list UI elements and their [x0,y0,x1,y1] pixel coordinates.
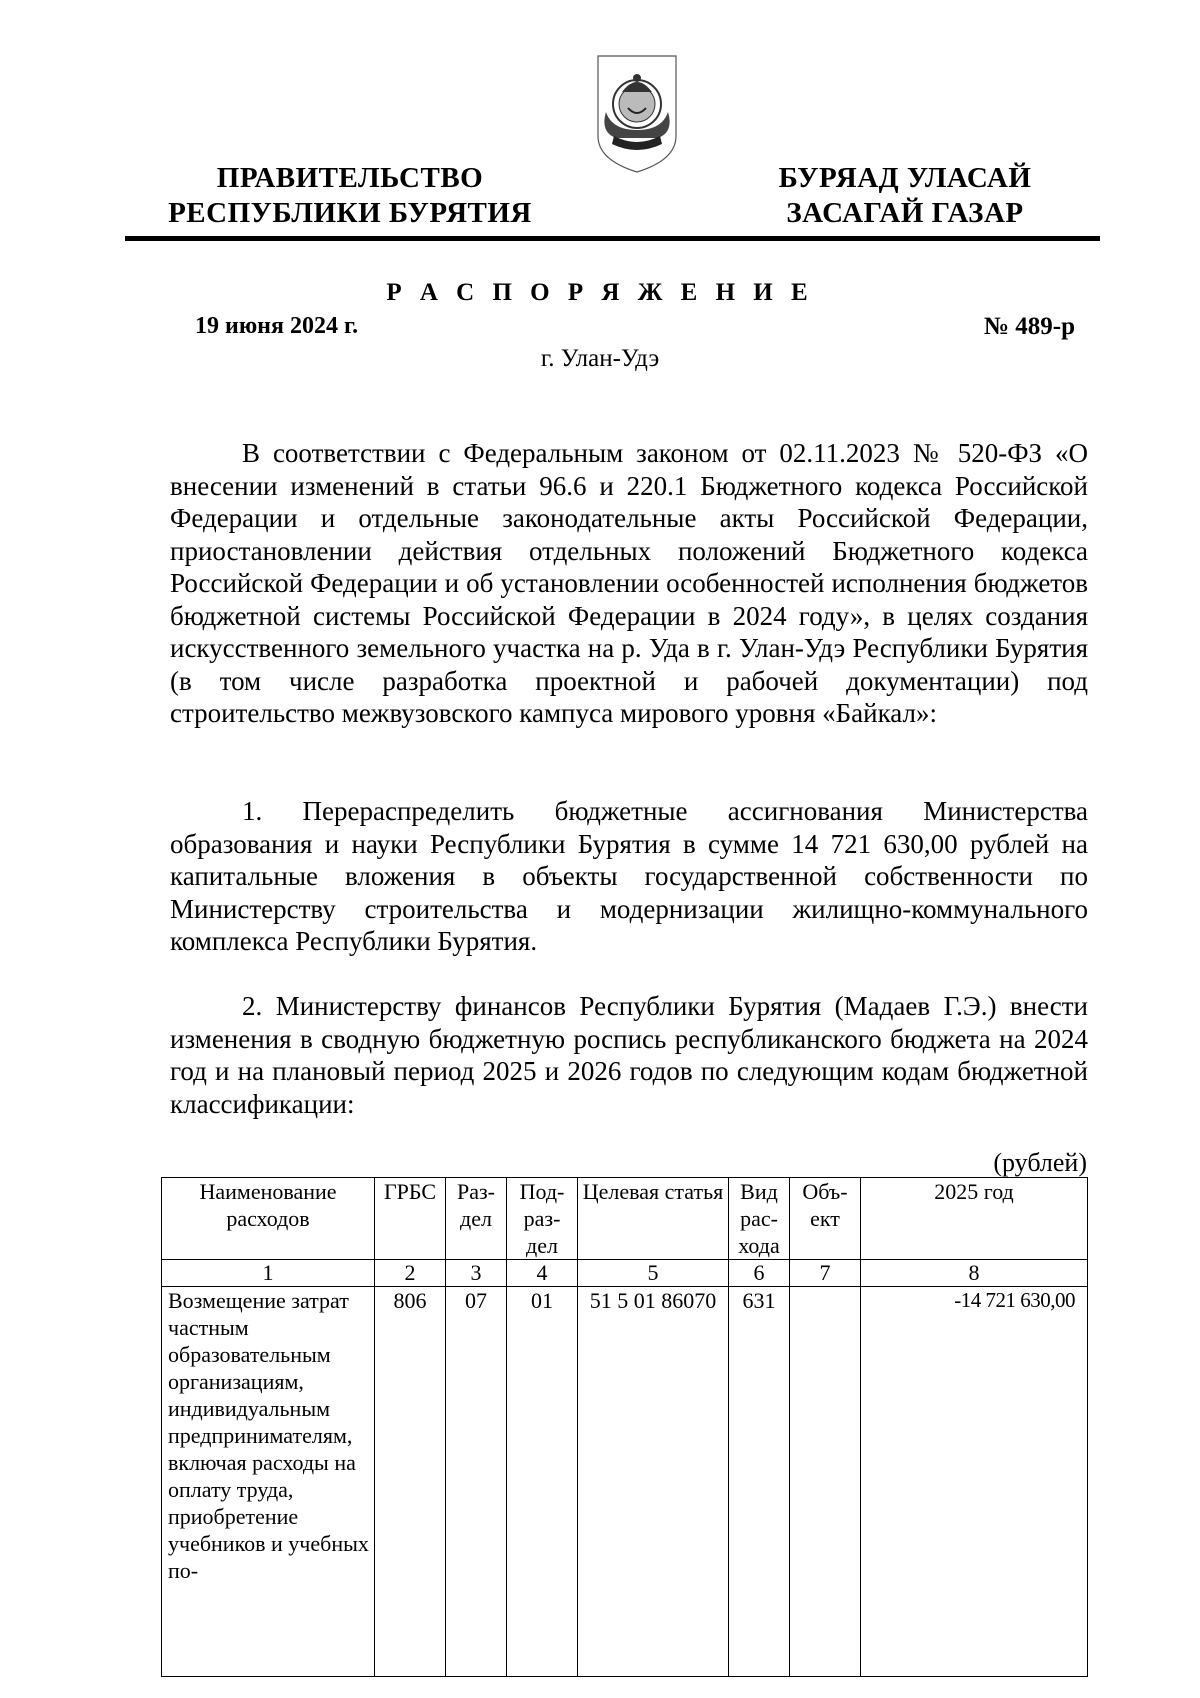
col-header-year: 2025 год [861,1178,1088,1260]
organization-name-buryat [730,161,1080,231]
column-number: 5 [578,1260,729,1287]
col-header-subsection: Под-раз-дел [507,1178,578,1260]
kind-cell: 631 [729,1287,790,1677]
col-header-section: Раз-дел [446,1178,507,1260]
table-unit-note: (рублей) [993,1148,1087,1177]
organization-name-russian [150,161,550,231]
org-ru-line1: ПРАВИТЕЛЬСТВО [216,162,484,194]
table-header-row [162,1178,1088,1260]
col-header-grbs: ГРБС [375,1178,446,1260]
column-number: 8 [861,1260,1088,1287]
column-number-row [162,1260,1088,1287]
document-city: г. Улан-Удэ [540,345,660,372]
table-row [162,1287,1088,1677]
grbs-cell: 806 [375,1287,446,1677]
item-2-text: 2. Министерству финансов Республики Бурятия (Мадаев Г.Э.) внести изменения в сводную бюджетную роспись республиканского бюджета на 2024 год и на плановый период 2025 и 2026 годов по следующим кодам бюджетной классификации: [170,991,1088,1119]
org-bur-line2: ЗАСАГАЙ ГАЗАР [786,197,1024,229]
target-cell: 51 5 01 86070 [578,1287,729,1677]
column-number: 6 [729,1260,790,1287]
coat-of-arms-icon [592,52,682,176]
column-number: 3 [446,1260,507,1287]
col-header-kind: Вид рас-хода [729,1178,790,1260]
document-type-title: Р А С П О Р Я Ж Е Н И Е [386,279,814,306]
subsection-cell: 01 [507,1287,578,1677]
col-header-target: Целевая статья [578,1178,729,1260]
col-header-name: Наименование расходов [162,1178,375,1260]
org-ru-line2: РЕСПУБЛИКИ БУРЯТИЯ [168,197,532,229]
column-number: 1 [162,1260,375,1287]
amount-cell: -14 721 630,00 [861,1287,1088,1677]
column-number: 4 [507,1260,578,1287]
header-divider [125,236,1100,241]
item-1-paragraph [170,795,1088,958]
org-bur-line1: БУРЯАД УЛАСАЙ [778,162,1032,194]
item-1-text: 1. Перераспределить бюджетные ассигнования Министерства образования и науки Республики Бурятия в сумме 14 721 630,00 рублей на капитальные вложения в объекты государственной собственности по Министерству строительства и модернизации жилищно-коммунального комплекса Республики Бурятия. [170,796,1088,956]
column-number: 7 [790,1260,861,1287]
intro-paragraph [170,437,1088,730]
intro-text: В соответствии с Федеральным законом от 02.11.2023 № 520-ФЗ «О внесении изменений в статьи 96.6 и 220.1 Бюджетного кодекса Российской Федерации и отдельные законодательные акты Российской Федерации, приостановлении действия отдельных положений Бюджетного кодекса Российской Федерации и об установлении особенностей исполнения бюджетов бюджетной системы Российской Федерации в 2024 году», в целях создания искусственного земельного участка на р. Уда в г. Улан-Удэ Республики Бурятия (в том числе разработка проектной и рабочей документации) под строительство межвузовского кампуса мирового уровня «Байкал»: [170,438,1088,728]
col-header-object: Объ-ект [790,1178,861,1260]
document-date: 19 июня 2024 г. [195,313,359,339]
section-cell: 07 [446,1287,507,1677]
item-2-paragraph [170,990,1088,1120]
document-number: № 489-р [983,313,1075,340]
column-number: 2 [375,1260,446,1287]
expense-name-cell: Возмещение затрат частным образовательным организациям, индивидуальным предпринимателям, включая расходы на оплату труда, приобретение учебников и учебных по- [162,1287,375,1677]
object-cell [790,1287,861,1677]
budget-classification-table [161,1177,1088,1677]
